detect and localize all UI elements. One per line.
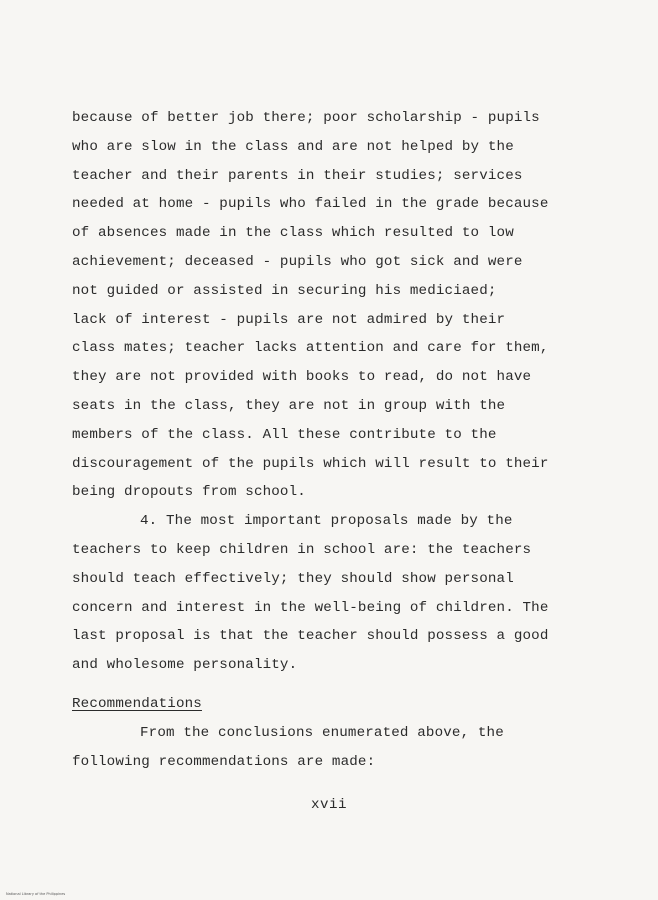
text-line: teacher and their parents in their studies; services [72, 167, 523, 184]
text-line: of absences made in the class which resulted to low [72, 225, 514, 242]
text-line: not guided or assisted in securing his mediciaed; [72, 282, 497, 299]
text-line: lack of interest - pupils are not admired by their [72, 311, 506, 328]
item-4-line: last proposal is that the teacher should possess a good [72, 628, 549, 645]
item-4-line: and wholesome personality. [72, 657, 298, 674]
text-line: who are slow in the class and are not helped by the [72, 138, 514, 155]
text-line: members of the class. All these contribute to the [72, 426, 497, 443]
recommendations-line: following recommendations are made: [72, 753, 376, 770]
text-line: being dropouts from school. [72, 484, 306, 501]
item-4-line: should teach effectively; they should show personal [72, 570, 514, 587]
text-line: needed at home - pupils who failed in the grade because [72, 196, 549, 213]
text-line: class mates; teacher lacks attention and care for them, [72, 340, 549, 357]
item-4-line: 4. The most important proposals made by the [140, 513, 513, 530]
text-line: discouragement of the pupils which will result to their [72, 455, 549, 472]
item-4-line: concern and interest in the well-being of children. The [72, 599, 549, 616]
text-line: because of better job there; poor scholarship - pupils [72, 110, 540, 126]
text-line: seats in the class, they are not in group with the [72, 397, 506, 414]
spacer [72, 680, 582, 686]
item-4-line: teachers to keep children in school are: the teachers [72, 541, 532, 558]
footer-credit: National Library of the Philippines [6, 892, 66, 896]
body-text [72, 104, 582, 776]
text-line: they are not provided with books to read, do not have [72, 369, 532, 386]
text-line: achievement; deceased - pupils who got sick and were [72, 253, 523, 270]
section-heading: Recommendations [72, 695, 202, 712]
page-number: xvii [310, 797, 348, 813]
recommendations-line: From the conclusions enumerated above, the [140, 724, 504, 741]
